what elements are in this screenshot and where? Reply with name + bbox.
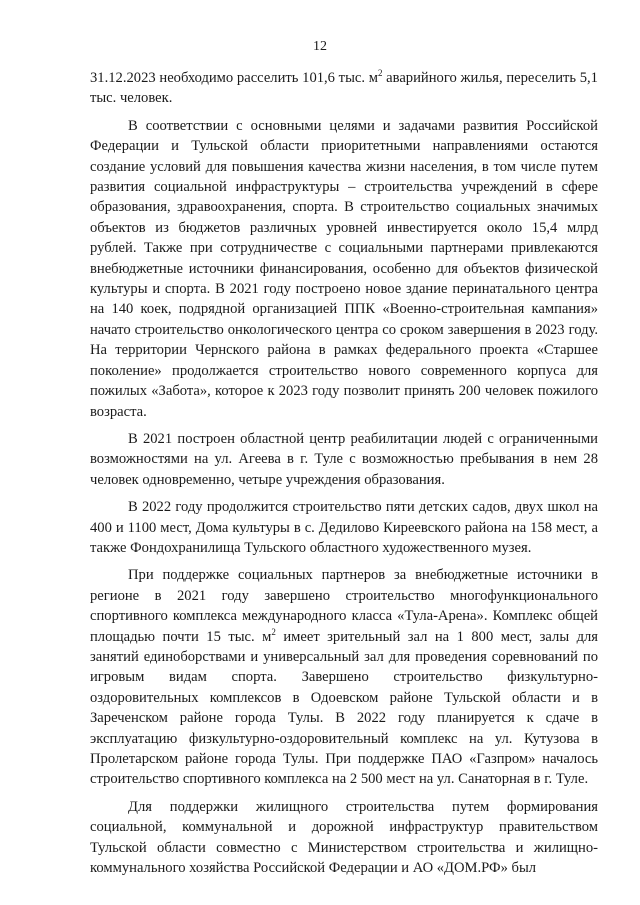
paragraph-text: При поддержке социальных партнеров за внебюджетные источники в регионе в 2021 году завершено строительство многофункционального спортивного комплекса международного класса «Тула-Арена». Комплекс общей площадью почти 15 тыс. м	[90, 567, 598, 645]
superscript: 2	[271, 626, 276, 637]
paragraph-text: 31.12.2023 необходимо расселить 101,6 тыс. м	[90, 70, 378, 86]
paragraph-rehabilitation-center: В 2021 построен областной центр реабилитации людей с ограниченными возможностями на ул. Агеева в г. Туле с возможностью пребывания в нем 28 человек одновременно, четыре учреждения образования.	[90, 430, 598, 488]
body-text	[90, 68, 598, 885]
paragraph-social-infrastructure: В соответствии с основными целями и задачами развития Российской Федерации и Тульской области приоритетными направлениями остаются создание условий для повышения качества жизни населения, в том числе путем развития социальной инфраструктуры – строительства учреждений в сфере образования, здравоохранения, спорта. В строительство социальных значимых объектов из бюджетов различных уровней инвестируется около 15,4 млрд рублей. Также при сотрудничестве с социальными партнерами привлекаются внебюджетные источники финансирования, особенно для объектов физической культуры и спорта. В 2021 году построено новое здание перинатального центра на 140 коек, подрядной организацией ППК «Военно-строительная кампания» начато строительство онкологического центра со сроком завершения в 2023 году. На территории Чернского района в рамках федерального проекта «Старшее поколение» продолжается строительство нового современного корпуса для пожилых «Забота», которое к 2023 году позволит принять 200 человек пожилого возраста.	[90, 117, 598, 420]
paragraph-text: аварийного жилья, переселить 5,1 тыс. человек.	[90, 70, 598, 107]
paragraph-construction-2022: В 2022 году продолжится строительство пяти детских садов, двух школ на 400 и 1100 мест, Дома культуры в с. Дедилово Киреевского района на 158 мест, а также Фондохранилища Тульского областного художественного музея.	[90, 499, 598, 556]
page-number: 12	[313, 39, 327, 54]
paragraph-sports-facilities	[90, 565, 598, 789]
paragraph-resettlement	[90, 68, 598, 109]
paragraph-text: имеет зрительный зал на 1 800 мест, залы для занятий единоборствами и универсальный зал для проведения соревнований по игровым видам спорта. Завершено строительство физкультурно-оздоровительных комплексов в Одоевском районе Тульской области и в Зареченском районе города Тулы. В 2022 году планируется к сдаче в эксплуатацию физкультурно-оздоровительный комплекс на ул. Кутузова в Пролетарском районе города Тулы. При поддержке ПАО «Газпром» началось строительство спортивного комплекса на 2 500 мест на ул. Санаторная в г. Туле.	[90, 628, 599, 788]
superscript: 2	[377, 68, 383, 79]
paragraph-housing-construction: Для поддержки жилищного строительства путем формирования социальной, коммунальной и дорожной инфраструктур правительством Тульской области совместно с Министерством строительства и жилищно-коммунального хозяйства Российской Федерации и АО «ДОМ.РФ» был	[90, 798, 598, 877]
